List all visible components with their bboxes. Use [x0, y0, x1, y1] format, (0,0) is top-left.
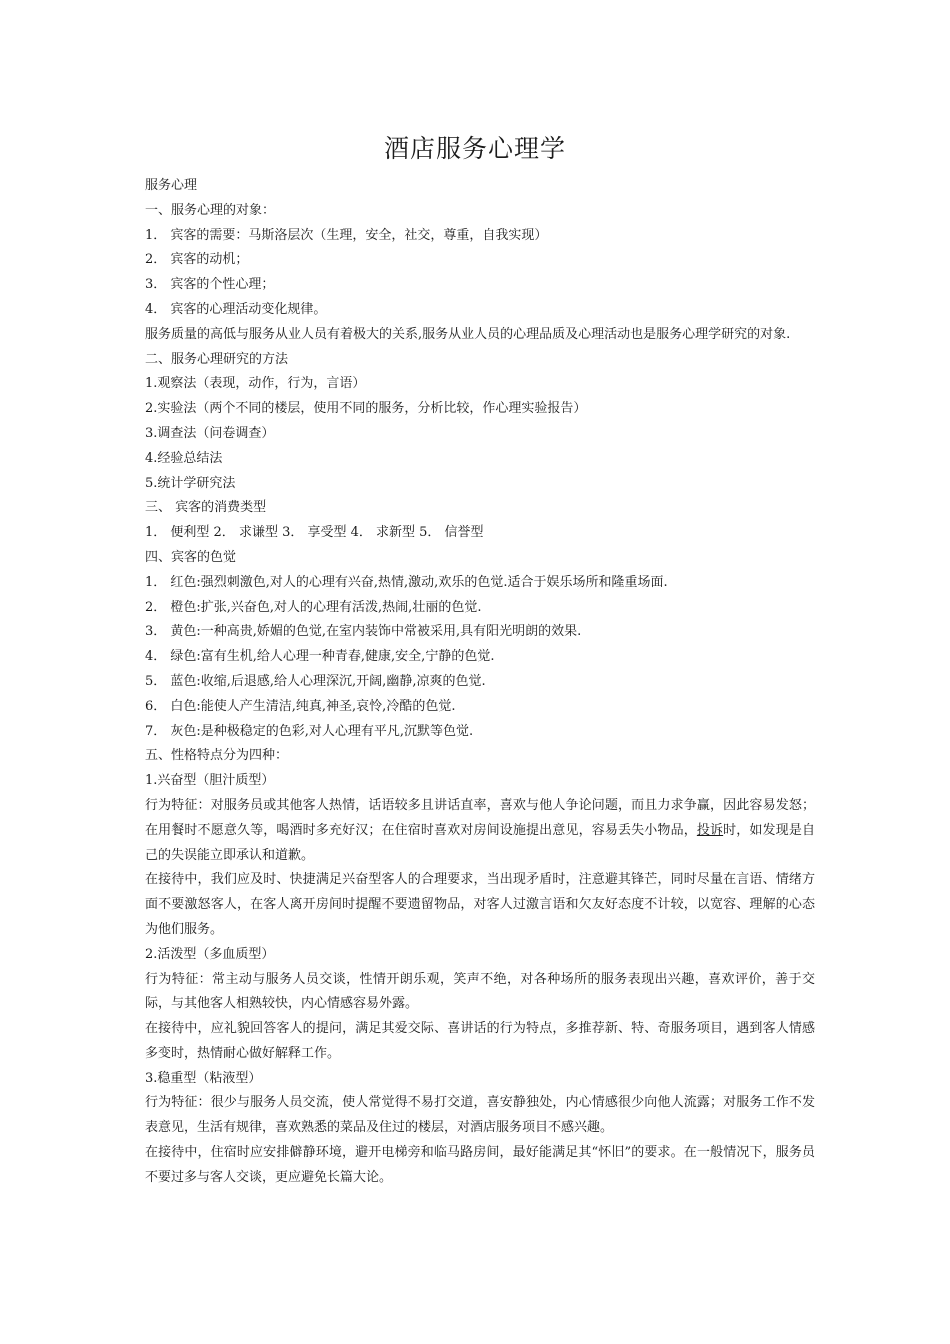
- body-line: 3.稳重型（粘液型）: [145, 1070, 262, 1086]
- body-paragraph: 服务质量的高低与服务从业人员有着极大的关系,服务从业人员的心理品质及心理活动也是服务心理学研究的对象.: [145, 326, 791, 342]
- body-line: 四、宾客的色觉: [145, 549, 237, 565]
- body-line: 3． 黄色:一种高贵,娇媚的色觉,在室内装饰中常被采用,具有阳光明朗的效果.: [145, 624, 582, 640]
- body-line: 1． 红色:强烈刺激色,对人的心理有兴奋,热情,激动,欢乐的色觉.适合于娱乐场所和隆重场面.: [145, 574, 668, 590]
- body-line: 5． 蓝色:收缩,后退感,给人心理深沉,开阔,幽静,凉爽的色觉.: [145, 673, 486, 689]
- body-line: 6． 白色:能使人产生清洁,纯真,神圣,哀怜,冷酷的色觉.: [145, 698, 456, 714]
- body-paragraph: [145, 794, 815, 868]
- body-line: 5.统计学研究法: [145, 475, 236, 491]
- body-line: 7． 灰色:是种极稳定的色彩,对人心理有平凡,沉默等色觉.: [145, 723, 474, 739]
- body-paragraph: 行为特征：很少与服务人员交流，使人常觉得不易打交道，喜安静独处，内心情感很少向他人流露；对服务工作不发表意见，生活有规律，喜欢熟悉的菜品及住过的楼层，对酒店服务项目不感兴趣。: [145, 1095, 815, 1136]
- body-line: 2.活泼型（多血质型）: [145, 946, 275, 962]
- body-line: 二、服务心理研究的方法: [145, 351, 289, 367]
- body-line: 4.经验总结法: [145, 450, 223, 466]
- body-line: 3． 宾客的个性心理；: [145, 277, 275, 293]
- body-line: 1． 便利型 2． 求谦型 3． 享受型 4． 求新型 5． 信誉型: [145, 525, 484, 541]
- paragraph-text: 时，如发现是自己的失误能立即承认和道歉。: [145, 822, 815, 863]
- body-line: 1.兴奋型（胆汁质型）: [145, 773, 275, 789]
- body-line: 4． 绿色:富有生机,给人心理一种青春,健康,安全,宁静的色觉.: [145, 649, 495, 665]
- body-line: 五、性格特点分为四种：: [145, 748, 289, 764]
- body-paragraph: 在接待中，住宿时应安排僻静环境，避开电梯旁和临马路房间，最好能满足其“怀旧”的要求。在一般情况下，服务员不要过多与客人交谈，更应避免长篇大论。: [145, 1145, 815, 1185]
- body-line: 服务心理: [145, 178, 198, 193]
- body-line: 一、服务心理的对象：: [145, 202, 276, 218]
- body-paragraph: 在接待中，我们应及时、快捷满足兴奋型客人的合理要求，当出现矛盾时，注意避其锋芒，同时尽量在言语、情绪方面不要激怒客人，在客人离开房间时提醒不要遗留物品，对客人过激言语和欠友好态度不计较，以宽容、理解的心态为他们服务。: [145, 872, 815, 937]
- body-line: 3.调查法（问卷调查）: [145, 425, 275, 441]
- body-line: 三、 宾客的消费类型: [145, 500, 267, 516]
- document-body: [145, 174, 815, 1191]
- body-paragraph: 在接待中，应礼貌回答客人的提问，满足其爱交际、喜讲话的行为特点，多推荐新、特、奇服务项目，遇到客人情感多变时，热情耐心做好解释工作。: [145, 1021, 815, 1061]
- body-line: 2． 宾客的动机；: [145, 252, 249, 268]
- body-line: 2.实验法（两个不同的楼层，使用不同的服务，分析比较，作心理实验报告）: [145, 401, 587, 417]
- body-line: 4． 宾客的心理活动变化规律。: [145, 301, 327, 317]
- body-paragraph: 行为特征：常主动与服务人员交谈，性情开朗乐观，笑声不绝，对各种场所的服务表现出兴趣，喜欢评价，善于交际，与其他客人相熟较快，内心情感容易外露。: [145, 971, 815, 1012]
- body-line: 1.观察法（表现，动作，行为，言语）: [145, 376, 366, 392]
- body-line: 2． 橙色:扩张,兴奋色,对人的心理有活泼,热闹,壮丽的色觉.: [145, 599, 482, 615]
- document-title: 酒店服务心理学: [383, 134, 566, 163]
- underlined-term: 投诉: [696, 822, 724, 838]
- body-line: 1． 宾客的需要：马斯洛层次（生理，安全，社交，尊重，自我实现）: [145, 227, 548, 243]
- paragraph-text: 行为特征：对服务员或其他客人热情，话语较多且讲话直率，喜欢与他人争论问题，而且力求争赢，因此容易发怒；在用餐时不愿意久等，喝酒时多充好汉；在住宿时喜欢对房间设施提出意见，容易丢失小物品，: [145, 797, 815, 838]
